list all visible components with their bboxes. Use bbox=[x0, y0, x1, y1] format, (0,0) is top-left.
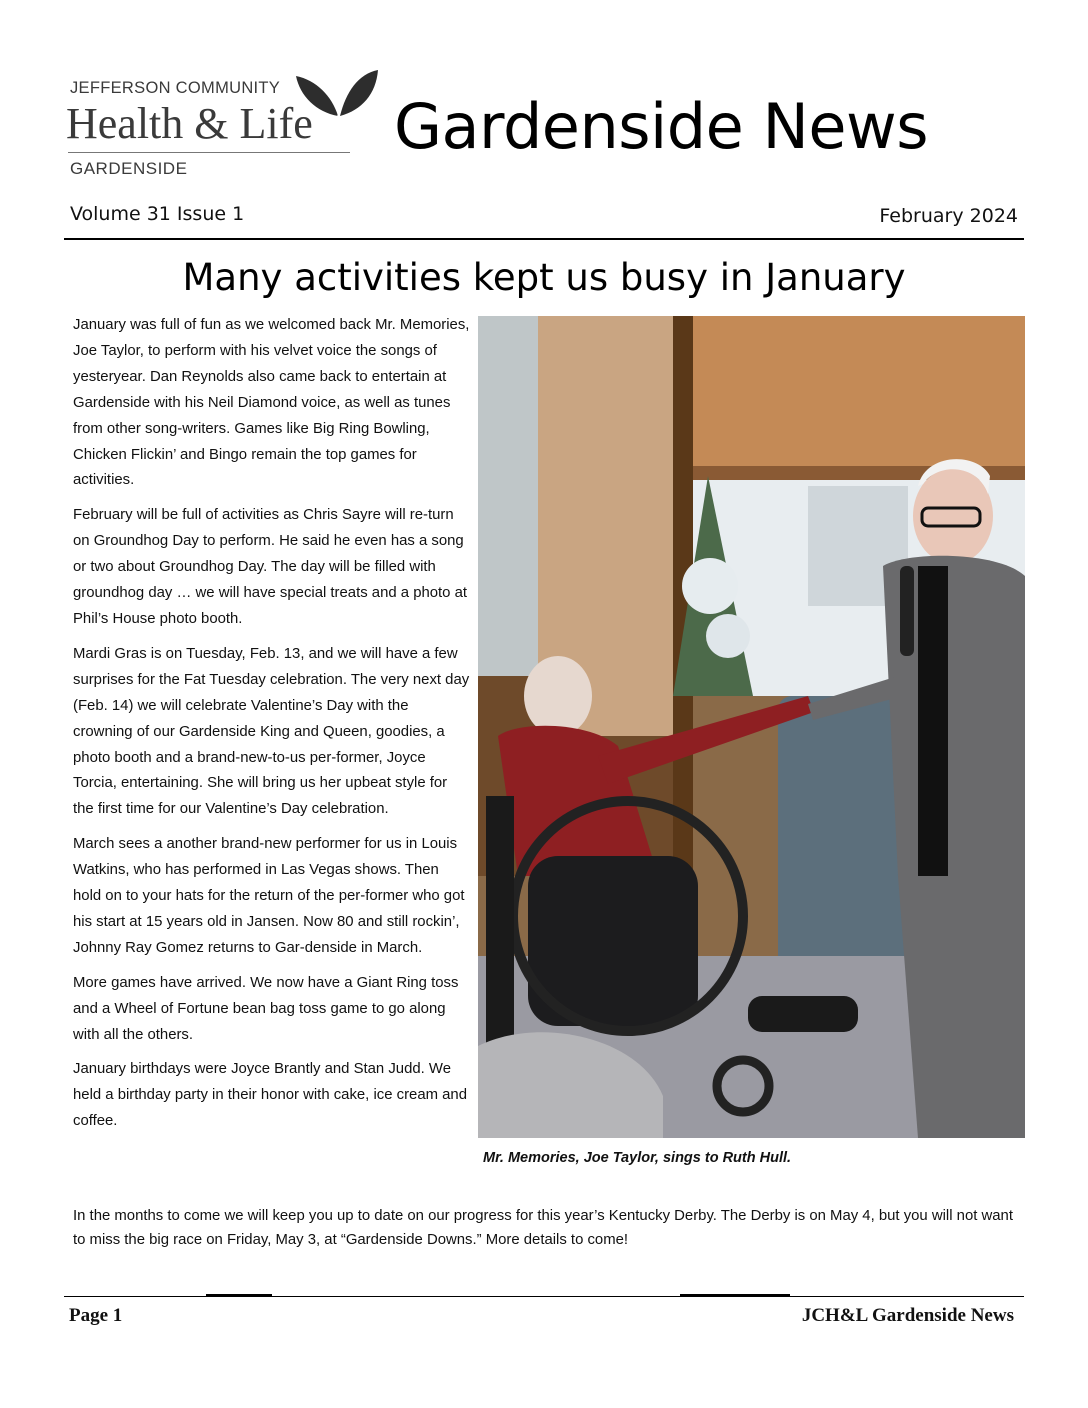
photo-scene bbox=[478, 316, 1025, 1138]
masthead-divider bbox=[64, 238, 1024, 240]
article-headline: Many activities kept us busy in January bbox=[182, 256, 906, 299]
article-paragraph: Mardi Gras is on Tuesday, Feb. 13, and we will have a few surprises for the Fat Tuesday celebration. The very next day (Feb. 14) we will celebrate Valentine’s Day with the crowning of our Gardenside King and Queen, goodies, a photo booth and a brand-new-to-us per-former, Joyce Torcia, entertaining. She will bring us her upbeat style for the first time for our Valentine’s Day celebration. bbox=[73, 645, 470, 818]
footer-divider-accent bbox=[680, 1294, 790, 1297]
article-body bbox=[73, 313, 470, 1144]
newsletter-title: Gardenside News bbox=[394, 90, 929, 163]
footer-divider-accent bbox=[206, 1294, 272, 1297]
article-paragraph: January birthdays were Joyce Brantly and Stan Judd. We held a birthday party in their honor with cake, ice cream and coffee. bbox=[73, 1061, 467, 1130]
closing-paragraph: In the months to come we will keep you up to date on our progress for this year’s Kentucky Derby. The Derby is on May 4, but you will not want to miss the big race on Friday, May 3, at “Gardenside Downs.” More details to come! bbox=[73, 1208, 1013, 1248]
article-paragraph: More games have arrived. We now have a Giant Ring toss and a Wheel of Fortune bean bag toss game to go along with all the others. bbox=[73, 974, 459, 1043]
organization-logo bbox=[66, 64, 366, 184]
article-paragraph: January was full of fun as we welcomed back Mr. Memories, Joe Taylor, to perform with his velvet voice the songs of yesteryear. Dan Reynolds also came back to entertain at Gardenside with his Neil Diamond voice, as well as tunes from other song-writers. Games like Big Ring Bowling, Chicken Flickin’ and Bingo remain the top games for activities. bbox=[73, 317, 470, 489]
article-paragraph: February will be full of activities as Chris Sayre will re-turn on Groundhog Day to perform. He said he even has a song or two about Groundhog Day. The day will be filled with groundhog day … we will have special treats and a photo at Phil’s House photo booth. bbox=[73, 507, 468, 627]
issue-date: February 2024 bbox=[879, 205, 1018, 227]
logo-divider bbox=[68, 152, 350, 153]
footer-publication-name: JCH&L Gardenside News bbox=[801, 1305, 1014, 1326]
article-paragraph: March sees a another brand-new performer for us in Louis Watkins, who has performed in Las Vegas shows. Then hold on to your hats for the return of the per-former who got his start at 15 years old in Jansen. Now 80 and still rockin’, Johnny Ray Gomez returns to Gar-denside in March. bbox=[73, 836, 465, 956]
page-number: Page 1 bbox=[69, 1305, 123, 1326]
volume-issue: Volume 31 Issue 1 bbox=[70, 203, 245, 225]
logo-location: GARDENSIDE bbox=[70, 159, 188, 178]
photo-caption: Mr. Memories, Joe Taylor, sings to Ruth Hull. bbox=[483, 1150, 792, 1166]
logo-org-name: JEFFERSON COMMUNITY bbox=[70, 79, 281, 97]
article-photo bbox=[478, 316, 1025, 1138]
logo-brand-name: Health & Life bbox=[66, 99, 313, 148]
